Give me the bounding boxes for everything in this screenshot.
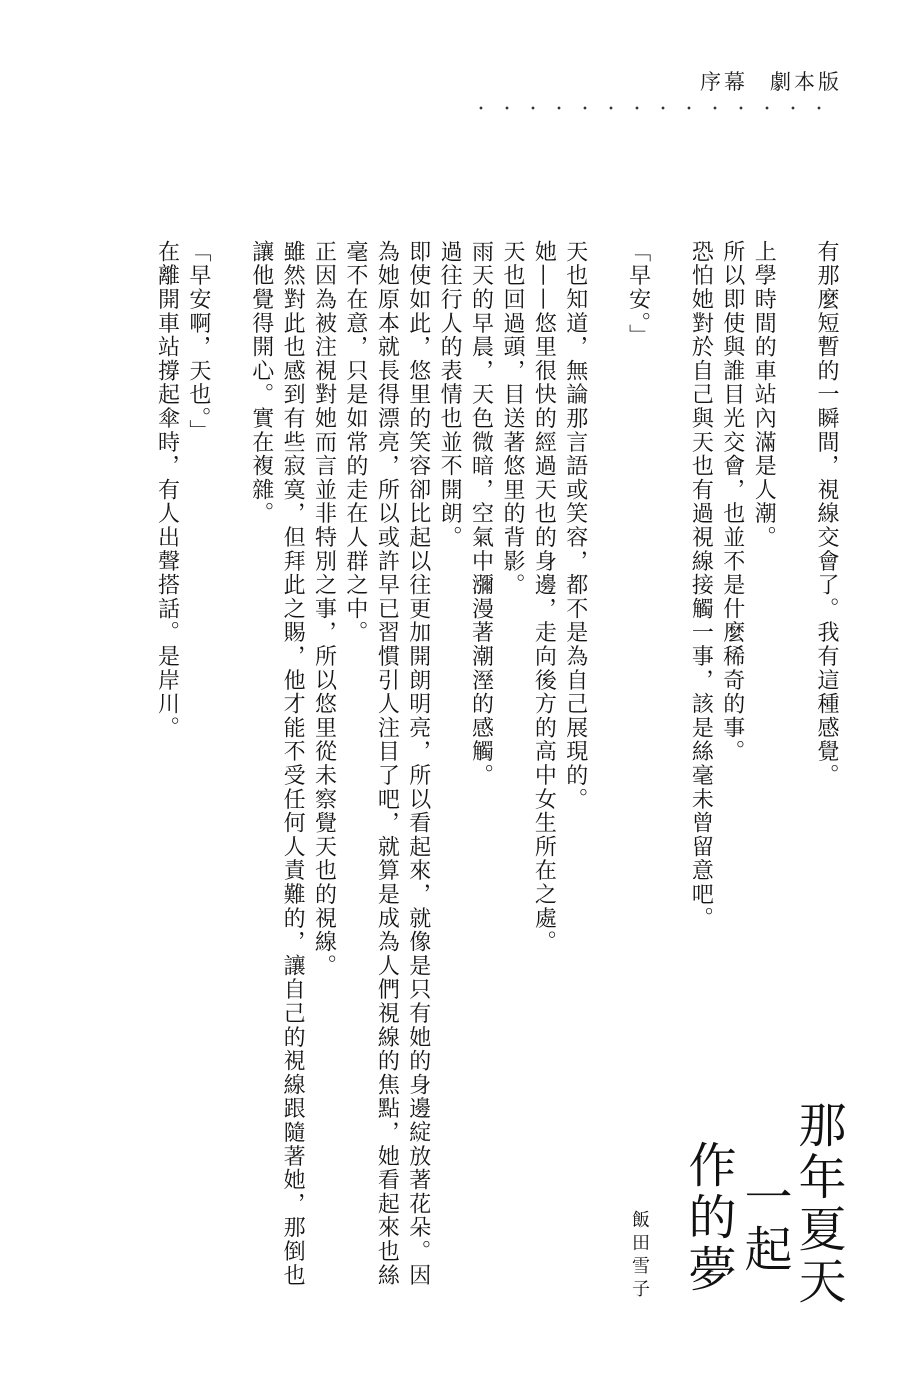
title-line-2: 一起 bbox=[736, 1172, 792, 1276]
dotted-rule bbox=[468, 106, 838, 110]
text-column: 天也回過頭，目送著悠里的背影。 bbox=[499, 240, 525, 597]
running-header bbox=[700, 66, 842, 96]
chapter-label: 序幕 bbox=[700, 70, 748, 94]
blank-column bbox=[779, 240, 810, 241]
text-column: 上學時間的車站內滿是人潮。 bbox=[751, 240, 777, 550]
blank-column bbox=[654, 240, 685, 241]
text-column: 雖然對此也感到有些寂寞，但拜此之賜，他才能不受任何人責難的，讓自己的視線跟隨著她，那倒也 bbox=[280, 240, 306, 1288]
text-column: 讓他覺得開心。實在複雜。 bbox=[248, 240, 274, 526]
text-column: 天也知道，無論那言語或笑容，都不是為自己展現的。 bbox=[562, 240, 588, 812]
text-column: 在離開車站撐起傘時，有人出聲搭話。是岸川。 bbox=[154, 240, 180, 740]
text-column: 恐怕她對於自己與天也有過視線接觸一事，該是絲毫未曾留意吧。 bbox=[688, 240, 714, 931]
text-column: 雨天的早晨，天色微暗，空氣中瀰漫著潮溼的感觸。 bbox=[468, 240, 494, 788]
blank-column bbox=[591, 240, 622, 241]
text-column: 她——悠里很快的經過天也的身邊，走向後方的高中女生所在之處。 bbox=[531, 240, 557, 954]
author-name: 飯田雪子 bbox=[629, 1210, 650, 1302]
text-column: 為她原本就長得漂亮，所以或許早已習慣引人注目了吧，就算是成為人們視線的焦點，她看起來也絲 bbox=[374, 240, 400, 1288]
blank-column bbox=[214, 240, 245, 241]
text-column: 「早安。」 bbox=[625, 240, 651, 348]
title-line-3: 作的夢 bbox=[680, 1140, 736, 1296]
edition-label: 劇本版 bbox=[770, 70, 842, 94]
book-title-logo bbox=[610, 1100, 850, 1340]
text-column: 有那麼短暫的一瞬間，視線交會了。我有這種感覺。 bbox=[814, 240, 839, 788]
text-column: 所以即使與誰目光交會，也並不是什麼稀奇的事。 bbox=[719, 240, 745, 764]
text-column: 即使如此，悠里的笑容卻比起以往更加開朗明亮，所以看起來，就像是只有她的身邊綻放著花朵。因 bbox=[405, 240, 431, 1288]
text-column: 過往行人的表情也並不開朗。 bbox=[437, 240, 463, 550]
text-column: 毫不在意，只是如常的走在人群之中。 bbox=[342, 240, 368, 645]
title-line-1: 那年夏天 bbox=[790, 1100, 846, 1308]
text-column: 正因為被注視對她而言並非特別之事，所以悠里從未察覺天也的視線。 bbox=[311, 240, 337, 978]
text-column: 「早安啊，天也。」 bbox=[185, 240, 211, 444]
